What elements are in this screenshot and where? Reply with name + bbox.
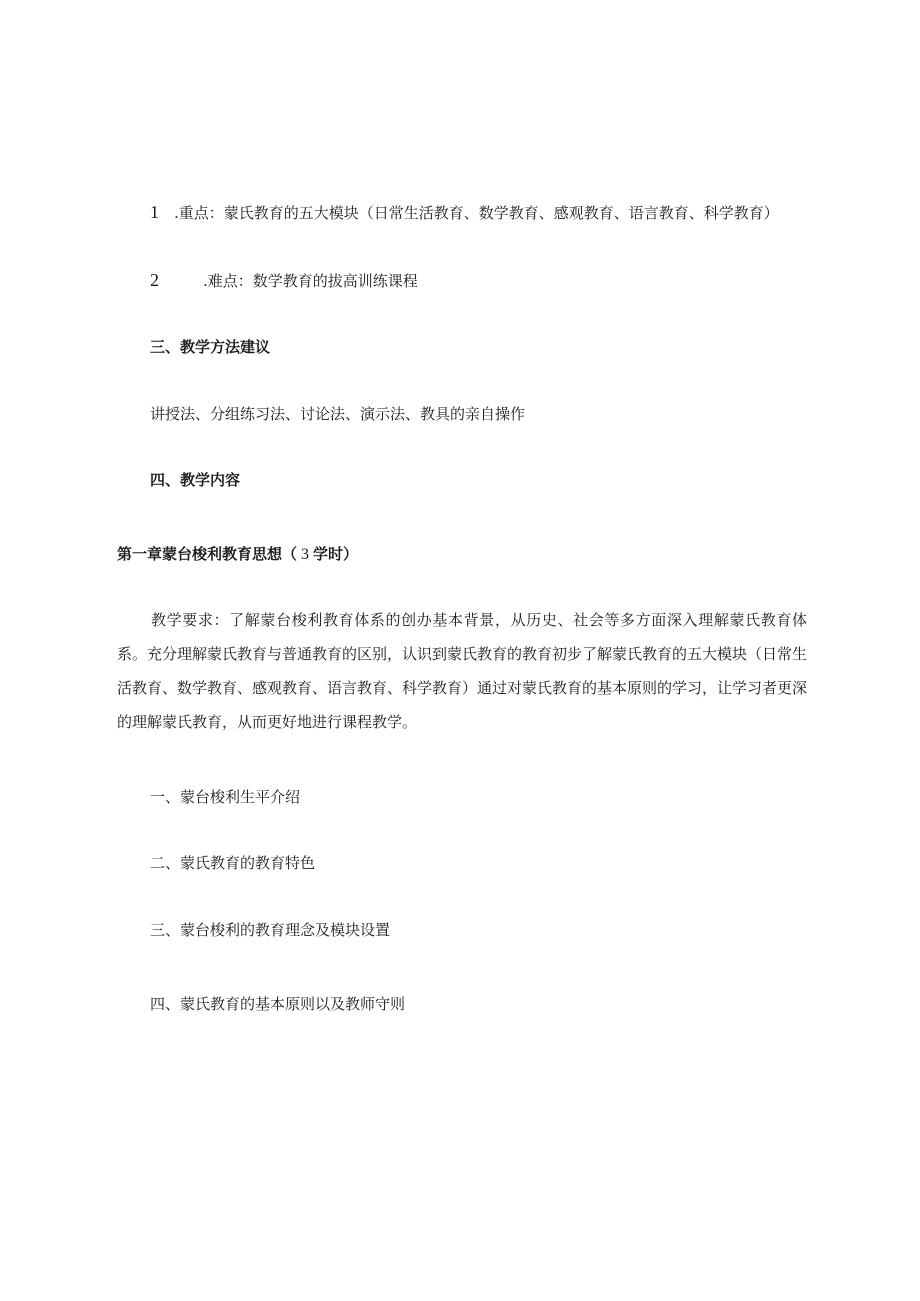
- topic-item-1: 一、蒙台梭利生平介绍: [150, 788, 301, 806]
- topic-item-3: 三、蒙台梭利的教育理念及模块设置: [150, 921, 391, 939]
- key-point-1-number: 1: [150, 202, 159, 222]
- chapter-title: [117, 544, 358, 565]
- topic-item-2: 二、蒙氏教育的教育特色: [150, 854, 316, 872]
- chapter-requirement-paragraph: 教学要求：了解蒙台梭利教育体系的创办基本背景，从历史、社会等多方面深入理解蒙氏教育体系。充分理解蒙氏教育与普通教育的区别，认识到蒙氏教育的教育初步了解蒙氏教育的五大模块（日常生活教育、数学教育、感观教育、语言教育、科学教育）通过对蒙氏教育的基本原则的学习，让学习者更深的理解蒙氏教育，从而更好地进行课程教学。: [117, 611, 808, 731]
- key-point-1: [150, 202, 779, 223]
- section-body-methods: 讲授法、分组练习法、讨论法、演示法、教具的亲自操作: [150, 405, 526, 423]
- chapter-title-prefix: 第一章蒙台梭利教育思想（: [117, 545, 298, 563]
- section-heading-content: 四、教学内容: [150, 471, 241, 489]
- chapter-title-hours: 3: [301, 546, 310, 563]
- section-heading-methods: 三、教学方法建议: [150, 338, 271, 356]
- key-point-2-text: .难点：数学教育的拔高训练课程: [203, 272, 418, 290]
- topic-item-4: 四、蒙氏教育的基本原则以及教师守则: [150, 995, 406, 1013]
- key-point-1-text: .重点：蒙氏教育的五大模块（日常生活教育、数学教育、感观教育、语言教育、科学教育）: [174, 204, 779, 222]
- key-point-2: [150, 270, 418, 291]
- chapter-title-suffix: 学时）: [313, 545, 359, 563]
- key-point-2-number: 2: [150, 270, 159, 290]
